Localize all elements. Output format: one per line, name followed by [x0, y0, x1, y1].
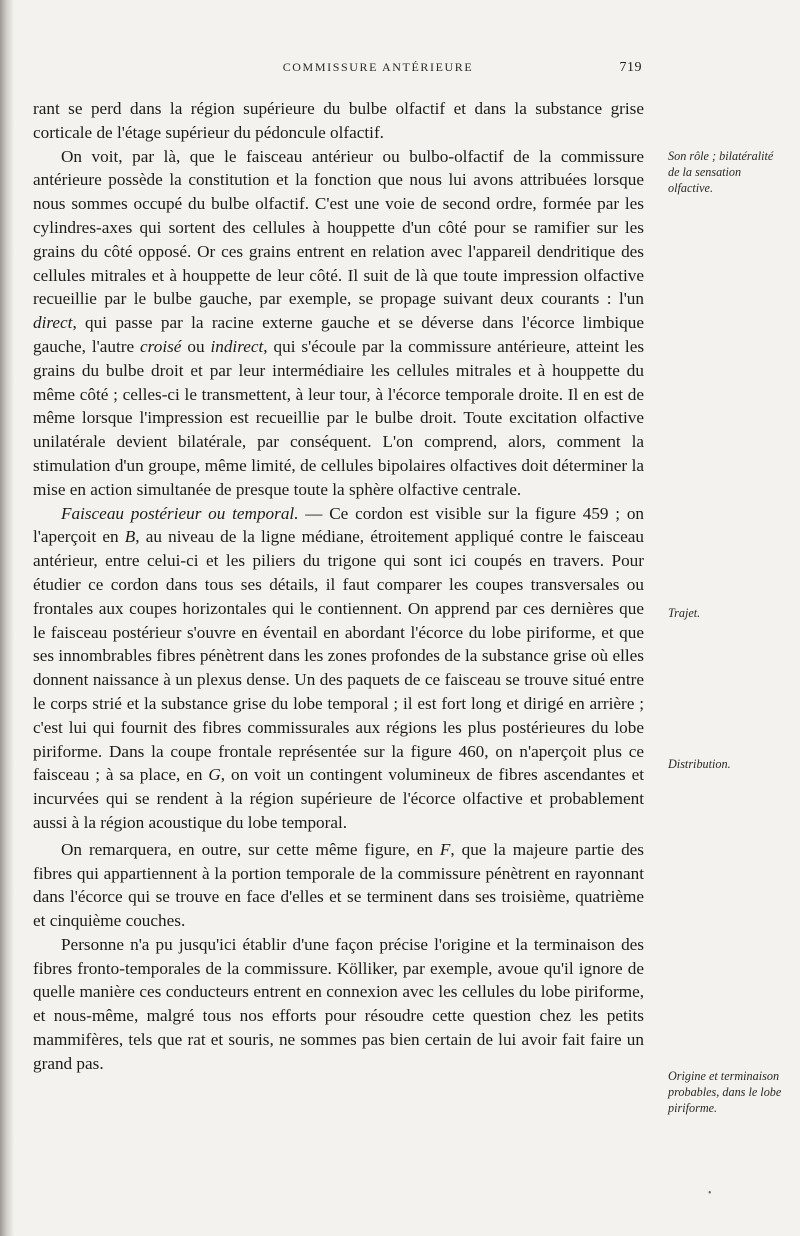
italic-text: Faisceau postérieur ou temporal. — [61, 503, 299, 523]
text-run: , que la majeure partie des fibres qui appartiennent à la portion temporale de la commissure pénètrent en rayonnant dans l'écorce qui se trouve en face d'elles et se terminent dans ses troisième, quatrième et cinquième couches. — [33, 839, 644, 931]
text-run: , au niveau de la ligne médiane, étroitement appliqué contre le faisceau antérieur, entre celui-ci et les piliers du trigone qui sont ici coupés en travers. Pour étudier ce cordon dans tous ses détails, il faut comparer les coupes transversales ou frontales aux coupes horizontales qui le contiennent. On apprend par ces dernières que le faisceau postérieur s'ouvre en éventail en abordant l'écorce du lobe piriforme, et que ses innombrables fibres pénètrent dans les zones profondes de la substance grise où elles donnent naissance à un plexus dense. Un des paquets de ce faisceau se trouve situé entre le corps strié et la substance grise du lobe temporal ; il est fort long et dirigé en arrière ; c'est lui qui fournit des fibres commissurales aux régions les plus postérieures du lobe piriforme. Dans la coupe frontale représentée sur la figure 460, on n'aperçoit plus ce faisceau ; à sa place, en — [33, 527, 644, 785]
margin-note-trajet: Trajet. — [668, 606, 701, 620]
italic-text: G — [208, 765, 221, 785]
paragraph-5 — [33, 933, 644, 1076]
text-run: , on voit un contingent volumineux de fibres ascendantes et incurvées qui se rendent à la région supérieure de l'écorce olfactive et probablement aussi à la région acoustique du lobe temporal. — [33, 765, 644, 832]
page-edge-shadow — [0, 0, 14, 1236]
main-text — [33, 97, 644, 1076]
running-head-title: COMMISSURE ANTÉRIEURE — [282, 60, 474, 74]
margin-note-role: Son rôle ; bilatéralité de la sensation olfactive. — [668, 149, 774, 195]
margin-note-origine: Origine et terminaison probables, dans le lobe piriforme. — [668, 1069, 782, 1115]
paragraph-3 — [33, 502, 644, 835]
text-run: — Ce cordon est visible sur la figure 459 ; on l'aperçoit en — [33, 503, 645, 547]
text-run: Personne n'a pu jusqu'ici établir d'une façon précise l'origine et la terminaison des fibres fronto-temporales de la commissure. Kölliker, par exemple, avoue qu'il ignore de quelle manière ces conducteurs entrent en connexion avec les cellules du lobe piriforme, et nous-même, malgré tous nos efforts pour résoudre cette question chez les petits mammifères, tels que rat et souris, ne sommes pas bien certain de lui avoir fait faire un grand pas. — [33, 934, 644, 1073]
paragraph-4 — [33, 838, 644, 933]
text-run: , qui passe par la racine externe gauche et se déverse dans l'écorce limbique gauche, l'autre — [33, 313, 644, 356]
text-run: On remarquera, en outre, sur cette même figure, en — [61, 839, 440, 859]
page-number: 719 — [619, 60, 642, 75]
italic-text: croisé — [140, 336, 182, 356]
margin-note-distribution: Distribution. — [668, 757, 731, 771]
running-head — [110, 60, 646, 80]
text-run: ou — [181, 336, 211, 356]
ink-speck: • — [708, 1188, 712, 1199]
italic-text: direct — [33, 313, 73, 333]
paragraph-2 — [33, 145, 644, 502]
italic-text: indirect — [210, 336, 264, 356]
paragraph-1 — [33, 97, 644, 145]
text-run: On voit, par là, que le faisceau antérieur ou bulbo-olfactif de la commissure antérieure possède la constitution et la fonction que nous lui avons attribuées lorsque nous sommes occupé du bulbe olfactif. C'est une voie de second ordre, formée par les cylindres-axes qui sortent des cellules à houppette d'un côté pour se ramifier sur les grains du côté opposé. Or ces grains entrent en relation avec l'appareil dendritique des cellules mitrales et à houppette de leur côté. Il suit de là que toute impression olfactive recueillie par le bulbe gauche, par exemple, se propage suivant deux courants : l'un — [33, 146, 644, 309]
italic-text: B — [124, 527, 136, 547]
text-run: rant se perd dans la région supérieure du bulbe olfactif et dans la substance grise corticale de l'étage supérieur du pédoncule olfactif. — [33, 99, 644, 142]
text-run: , qui s'écoule par la commissure antérieure, atteint les grains du bulbe droit et par leur intermédiaire les cellules mitrales et à houppette du même côté ; celles-ci le transmettent, à leur tour, à l'écorce temporale droite. Il en est de même lorsque l'impression est recueillie par le bulbe droit. Toute excitation olfactive unilatérale devient bilatérale, par conséquent. L'on comprend, alors, comment la stimulation d'un groupe, même limité, de cellules bipolaires olfactives doit déterminer la mise en action simultanée de presque toute la sphère olfactive centrale. — [33, 336, 645, 499]
italic-text: F — [439, 839, 451, 859]
